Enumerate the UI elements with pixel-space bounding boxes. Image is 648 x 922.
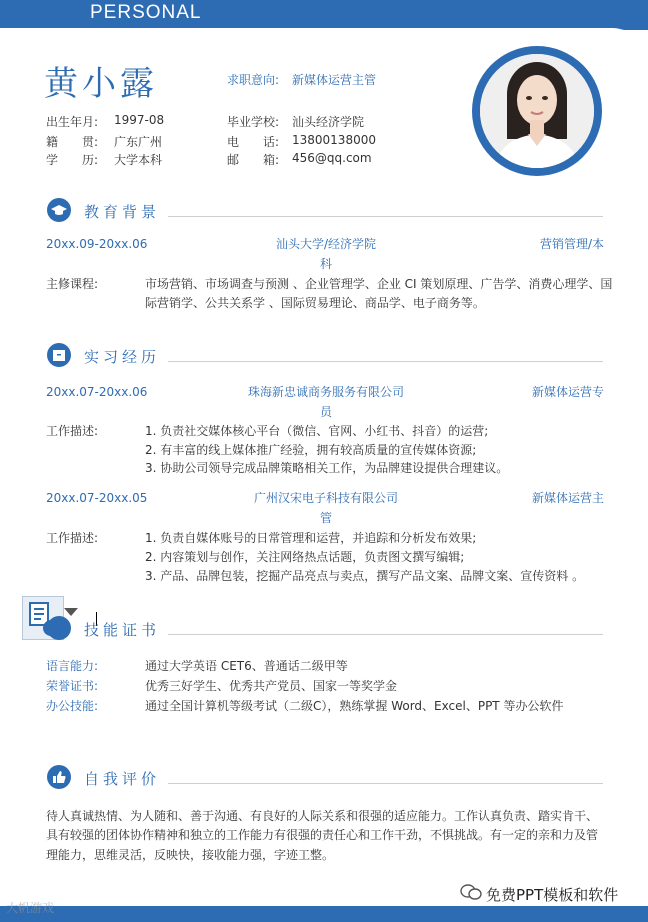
courses-label: 主修课程: [46,277,99,291]
watermark-left: 大帆游戏 [6,901,55,915]
hometown-label: 籍 贯: [46,135,99,149]
birth-label: 出生年月: [46,115,99,129]
job-1-item-3: 3. 协助公司领导完成品牌策略相关工作，为品牌建设提供合理建议。 [145,461,509,475]
phone-label: 电 话: [227,135,280,149]
courses-line-1: 市场营销、市场调查与预测 、企业管理学、企业 CI 策划原理、广告学、消费心理学、国 [145,277,613,291]
thumbs-up-icon [47,765,71,789]
skill-3-value: 通过全国计算机等级考试（二级C），熟练掌握 Word、Excel、PPT 等办公软件 [145,699,564,713]
school-label: 毕业学校: [227,115,280,129]
degree-value: 大学本科 [114,153,163,167]
degree-label: 学 历: [46,153,99,167]
job-2-item-3: 3. 产品、品牌包装，挖掘产品亮点与卖点，撰写产品文案、品牌文案、宣传资料 。 [145,569,585,583]
job-1-role: 新媒体运营专 [531,385,604,399]
education-school-cont: 科 [319,257,332,271]
education-date: 20xx.09-20xx.06 [46,237,148,251]
self-eval-line-2: 具有较强的团体协作精神和独立的工作能力有很强的责任心和工作干劲，不惧挑战。有一定的亲和力及管 [46,828,599,842]
birth-value: 1997-08 [114,113,165,127]
job-1-item-2: 2. 有丰富的线上媒体推广经验，拥有较高质量的宣传媒体资源; [145,443,477,457]
hometown-value: 广东广州 [114,135,163,149]
courses-line-2: 际营销学、公共关系学 、国际贸易理论、商品学、电子商务等。 [145,296,485,310]
school-value: 汕头经济学院 [292,115,365,129]
job-2-item-2: 2. 内容策划与创作，关注网络热点话题，负责图文撰写编辑; [145,550,465,564]
education-title: 教育背景 [84,203,161,221]
skill-1-value: 通过大学英语 CET6、普通话二级甲等 [145,659,348,673]
education-divider [168,216,603,217]
job-2-role: 新媒体运营主 [531,491,604,505]
skill-2-value: 优秀三好学生、优秀共产党员、国家一等奖学金 [145,679,398,693]
chevron-down-icon[interactable] [64,608,78,616]
job-2-desc-label: 工作描述: [46,531,99,545]
self-eval-title: 自我评价 [84,770,161,788]
skill-1-label: 语言能力: [46,659,99,673]
briefcase-icon [47,343,71,367]
bottom-bar [0,906,648,922]
watermark-right: 免费PPT模板和软件 [486,886,619,904]
skills-title: 技能证书 [84,621,161,639]
skill-2-label: 荣誉证书: [46,679,99,693]
email-label: 邮 箱: [227,153,280,167]
objective-label: 求职意向: [227,73,280,87]
skill-3-label: 办公技能: [46,699,99,713]
job-1-desc-label: 工作描述: [46,424,99,438]
profile-photo [480,54,594,168]
phone-value: 13800138000 [292,133,376,147]
job-2-date: 20xx.07-20xx.05 [46,491,148,505]
job-2-company: 广州汉宋电子科技有限公司 [253,491,398,505]
candidate-name: 黄小露 [44,64,158,104]
job-1-date: 20xx.07-20xx.06 [46,385,148,399]
education-school: 汕头大学/经济学院 [275,237,377,251]
banner-title: PERSONAL [90,2,202,23]
education-major: 营销管理/本 [539,237,604,251]
job-1-company: 珠海新忠诚商务服务有限公司 [247,385,404,399]
job-1-company-cont: 员 [319,405,332,419]
self-eval-line-3: 理能力，思维灵活，反映快，接收能力强，字迹工整。 [46,848,335,862]
skills-divider [168,634,603,635]
self-eval-divider [168,783,603,784]
job-2-item-1: 1. 负责自媒体账号的日常管理和运营，并追踪和分析发布效果; [145,531,477,545]
job-1-item-1: 1. 负责社交媒体核心平台（微信、官网、小红书、抖音）的运营; [145,424,489,438]
job-2-company-cont: 管 [319,511,332,525]
internship-divider [168,361,603,362]
certificate-icon [47,616,71,640]
self-eval-line-1: 待人真诚热情、为人随和、善于沟通、有良好的人际关系和很强的适应能力。工作认真负责、踏实肯干、 [46,809,599,823]
email-value: 456@qq.com [292,151,372,165]
internship-title: 实习经历 [84,348,161,366]
graduation-cap-icon [47,198,71,222]
wechat-icon [460,883,482,901]
objective-value: 新媒体运营主管 [292,73,377,87]
